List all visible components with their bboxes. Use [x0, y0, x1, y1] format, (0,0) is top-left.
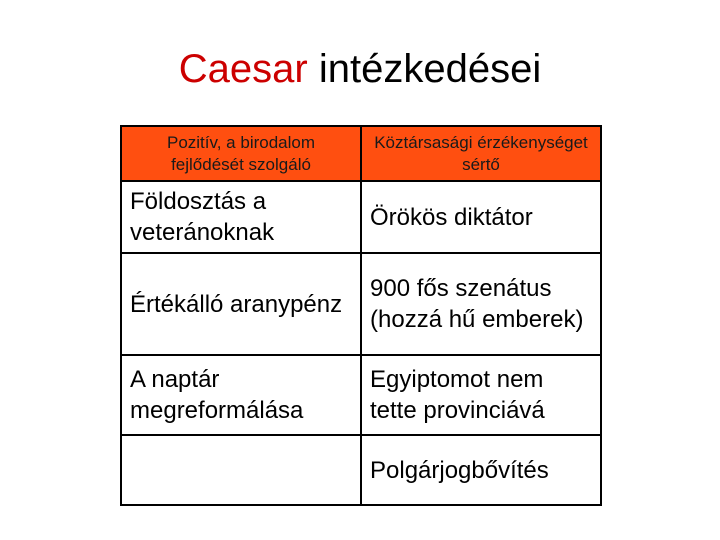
table-cell: Polgárjogbővítés [361, 435, 601, 505]
table-row [121, 355, 601, 435]
table-cell: A naptár megreformálása [121, 355, 361, 435]
table-cell: Egyiptomot nem tette provinciává [361, 355, 601, 435]
table-row [121, 435, 601, 505]
table-row [121, 181, 601, 253]
table-cell: Értékálló aranypénz [121, 253, 361, 355]
table-cell: Örökös diktátor [361, 181, 601, 253]
header-positive: Pozitív, a birodalom fejlődését szolgáló [121, 126, 361, 181]
measures-table [120, 125, 602, 506]
table-cell: Földosztás a veteránoknak [121, 181, 361, 253]
table-header-row [121, 126, 601, 181]
table-cell-empty [121, 435, 361, 505]
table-row [121, 253, 601, 355]
slide-title-accent: Caesar [178, 47, 308, 91]
table-cell: 900 fős szenátus (hozzá hű emberek) [361, 253, 601, 355]
slide-title [0, 42, 720, 96]
header-offensive: Köztársasági érzékenységet sértő [361, 126, 601, 181]
slide-title-rest: intézkedései [318, 47, 542, 91]
